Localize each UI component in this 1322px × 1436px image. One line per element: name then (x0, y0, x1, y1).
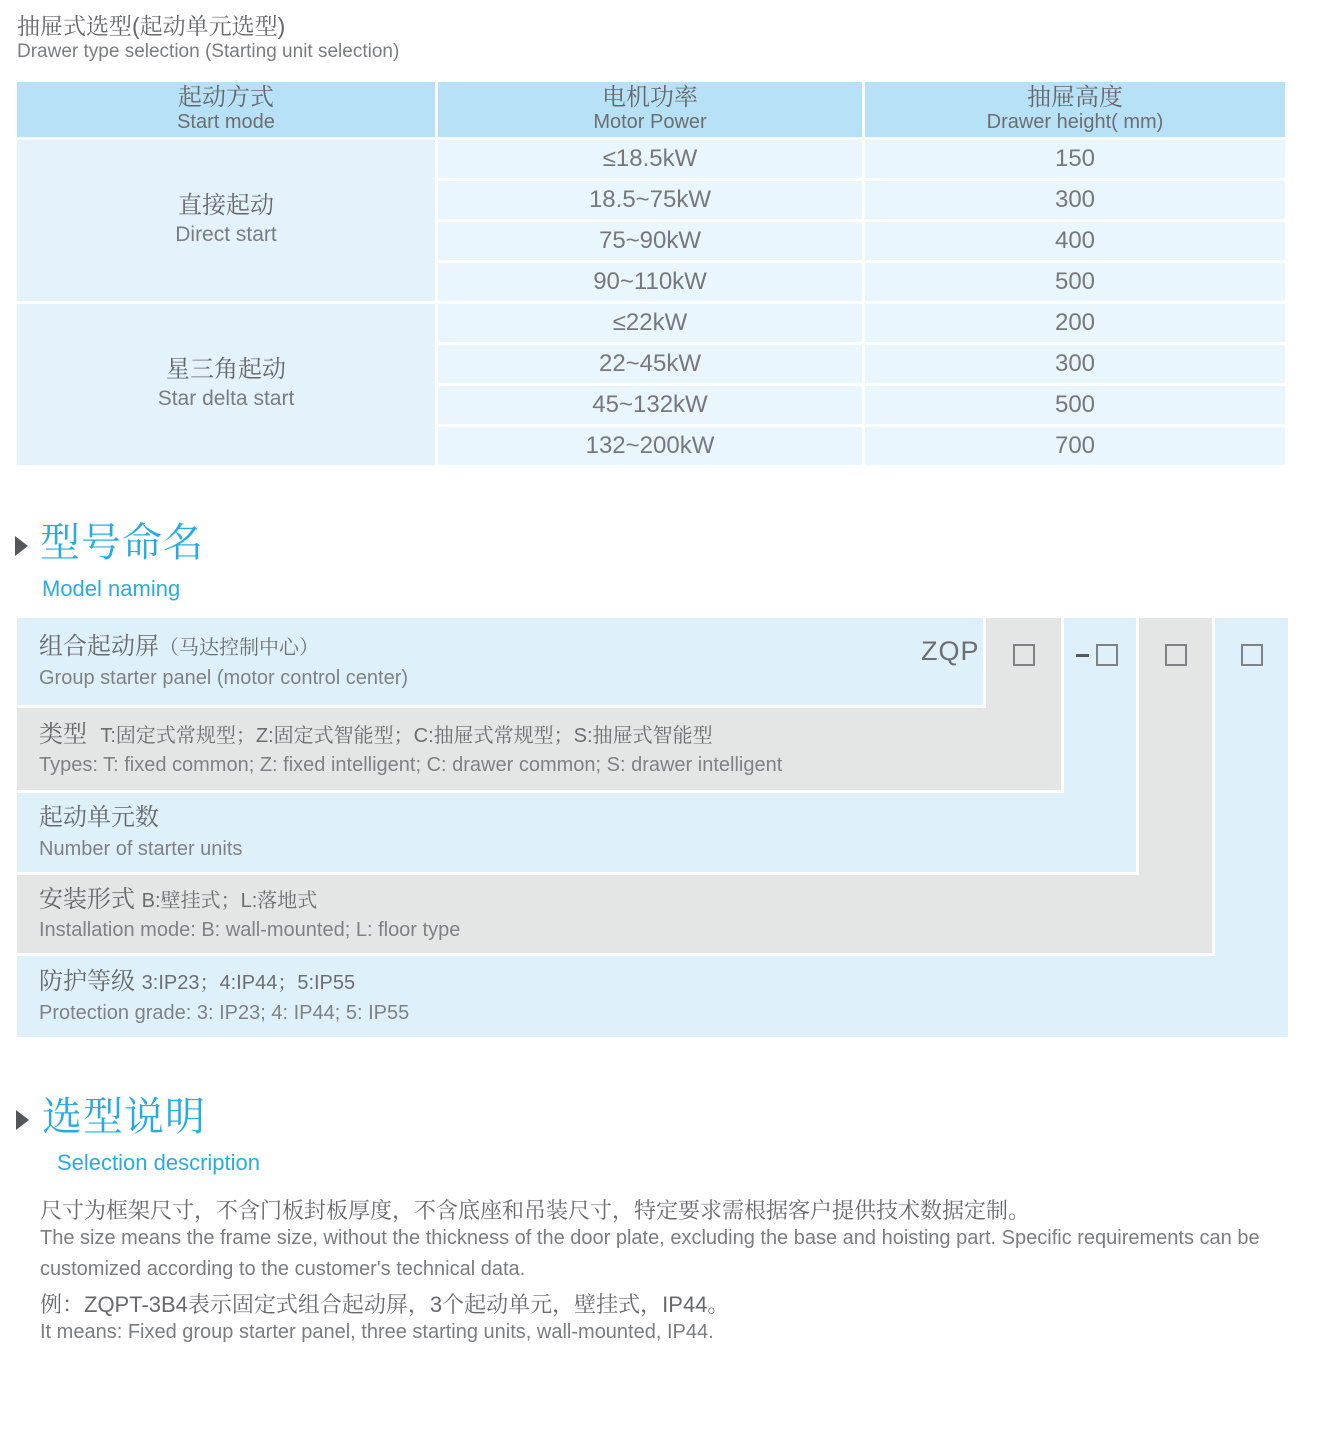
model-row-zh: 类型 (39, 720, 87, 748)
header-start-mode-zh: 起动方式 (178, 83, 274, 111)
power-cell: 45~132kW (438, 386, 862, 424)
table-header-start-mode (17, 82, 435, 137)
group-direct-start-en: Direct start (175, 223, 277, 247)
height-cell: 400 (865, 222, 1285, 260)
model-row-zh: 防护等级 (39, 968, 135, 996)
model-row-en: Number of starter units (39, 837, 243, 860)
model-row-zh-detail: T:固定式常规型；Z:固定式智能型；C:抽屉式常规型；S:抽屉式智能型 (100, 724, 713, 747)
height-cell: 700 (865, 427, 1285, 465)
model-strip-installation (1139, 618, 1212, 953)
model-row-zh: 组合起动屏 (39, 633, 159, 661)
model-row-zh-detail: 3:IP23；4:IP44；5:IP55 (141, 972, 356, 995)
header-motor-power-zh: 电机功率 (602, 83, 698, 111)
power-cell: ≤18.5kW (438, 140, 862, 178)
model-row-protection-grade (17, 956, 1288, 1037)
header-drawer-height-zh: 抽屉高度 (1027, 83, 1123, 111)
group-direct-start-zh: 直接起动 (178, 192, 274, 220)
model-row-en: Group starter panel (motor control center) (39, 666, 409, 689)
section-arrow-icon (15, 536, 28, 556)
drawer-selection-table (17, 82, 1285, 465)
power-cell: 22~45kW (438, 345, 862, 383)
model-row-en: Types: T: fixed common; Z: fixed intelligent; C: drawer common; S: drawer intelligent (39, 754, 783, 777)
model-code-box-units (1096, 644, 1118, 666)
model-code-box-type (1013, 644, 1035, 666)
model-code-box-protection (1241, 644, 1263, 666)
model-row-en: Installation mode: B: wall-mounted; L: floor type (39, 919, 461, 942)
model-code-box-installation (1165, 644, 1187, 666)
model-row-zh-detail: B:壁挂式；L:落地式 (141, 889, 318, 912)
height-cell: 500 (865, 386, 1285, 424)
page-title-en: Drawer type selection (Starting unit selection) (17, 41, 400, 62)
selection-description-heading-en: Selection description (57, 1150, 261, 1175)
height-cell: 500 (865, 263, 1285, 301)
height-cell: 300 (865, 181, 1285, 219)
description-line: customized according to the customer's technical data. (40, 1258, 526, 1280)
model-row-zh-detail: （马达控制中心） (159, 637, 319, 660)
header-motor-power-en: Motor Power (593, 111, 707, 134)
table-header-drawer-height (865, 82, 1285, 137)
group-cell-direct-start (17, 140, 435, 301)
model-naming-heading-zh: 型号命名 (40, 521, 204, 565)
page-title-zh: 抽屉式选型(起动单元选型) (17, 13, 286, 39)
model-row-group-starter-panel (17, 618, 983, 705)
model-row-zh: 安装形式 (39, 885, 135, 913)
description-line: 尺寸为框架尺寸，不含门板封板厚度，不含底座和吊装尺寸，特定要求需根据客户提供技术数据定制。 (40, 1198, 1031, 1223)
description-line: It means: Fixed group starter panel, three starting units, wall-mounted, IP44. (40, 1321, 714, 1343)
height-cell: 200 (865, 304, 1285, 342)
model-row-en: Protection grade: 3: IP23; 4: IP44; 5: IP55 (39, 1001, 410, 1024)
model-row-starter-units (17, 793, 1136, 872)
description-line: The size means the frame size, without the thickness of the door plate, excluding the base and hoisting part. Specific requirements can be (40, 1227, 1260, 1249)
power-cell: 132~200kW (438, 427, 862, 465)
group-cell-star-delta (17, 304, 435, 465)
height-cell: 150 (865, 140, 1285, 178)
group-star-delta-en: Star delta start (157, 387, 295, 411)
table-header-motor-power (438, 82, 862, 137)
section-arrow-icon (16, 1110, 29, 1130)
power-cell: 90~110kW (438, 263, 862, 301)
selection-description-heading-zh: 选型说明 (42, 1095, 206, 1139)
group-star-delta-zh: 星三角起动 (166, 356, 286, 384)
model-code-prefix: ZQP (921, 636, 980, 666)
header-drawer-height-en: Drawer height( mm) (986, 111, 1164, 134)
model-row-zh: 起动单元数 (39, 804, 159, 832)
model-strip-protection (1215, 618, 1288, 1037)
model-naming-heading-en: Model naming (42, 576, 181, 601)
power-cell: 18.5~75kW (438, 181, 862, 219)
model-row-installation-mode (17, 875, 1212, 953)
description-line: 例：ZQPT-3B4表示固定式组合起动屏，3个起动单元，壁挂式，IP44。 (40, 1292, 730, 1317)
power-cell: 75~90kW (438, 222, 862, 260)
height-cell: 300 (865, 345, 1285, 383)
header-start-mode-en: Start mode (177, 111, 275, 134)
model-code-dash (1076, 654, 1089, 657)
power-cell: ≤22kW (438, 304, 862, 342)
model-row-types (17, 708, 1061, 790)
